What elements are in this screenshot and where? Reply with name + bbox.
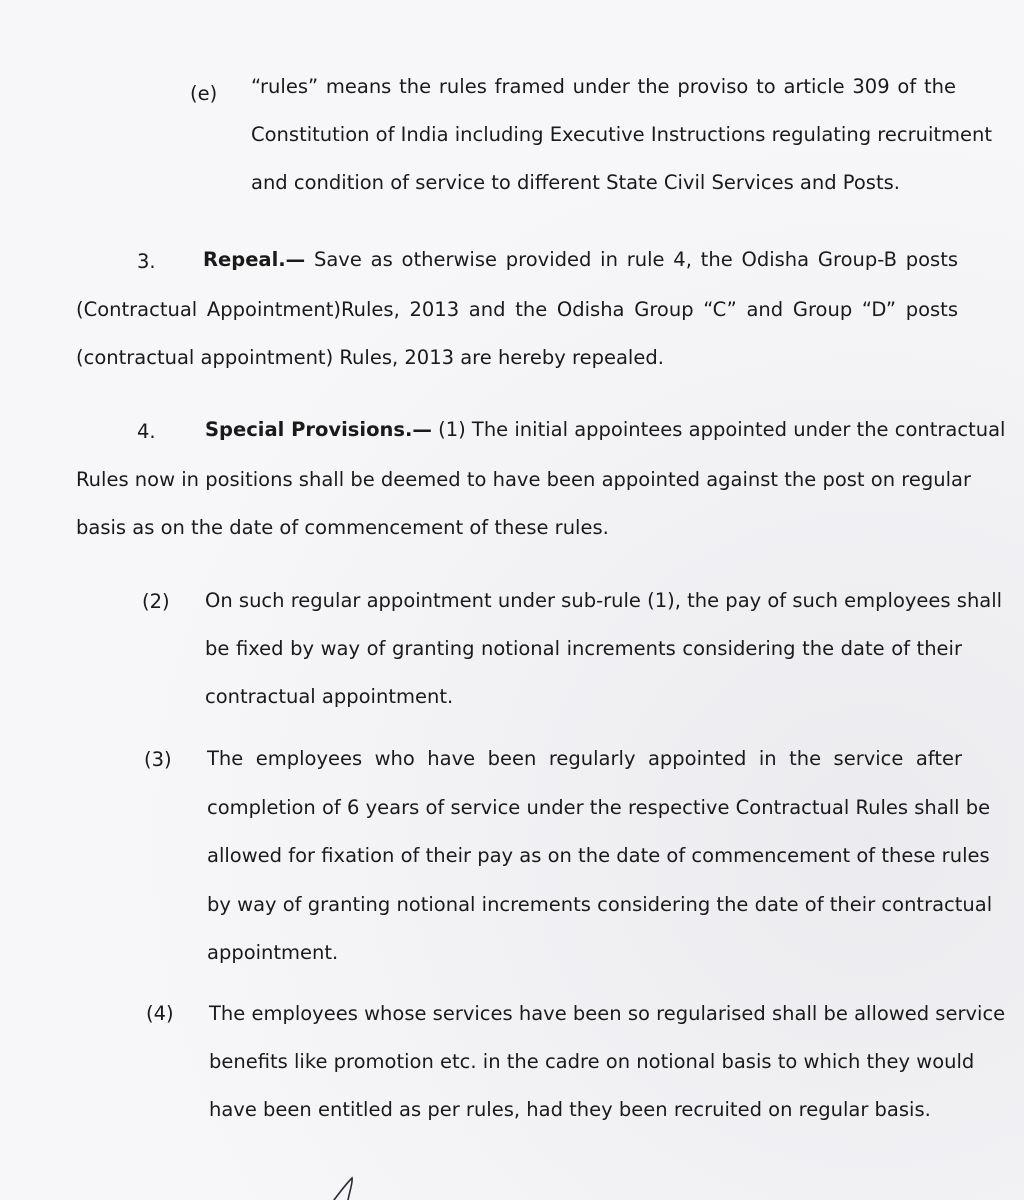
section-4-text <box>76 456 971 552</box>
subrule-3-line-4: by way of granting notional increments considering the date of their contractual <box>207 892 993 916</box>
clause-e-text <box>251 63 993 207</box>
section-3-line-3: (contractual appointment) Rules, 2013 are hereby repealed. <box>76 346 664 369</box>
subrule-4-line-3: have been entitled as per rules, had they been recruited on regular basis. <box>209 1098 931 1121</box>
section-3-text <box>76 286 958 382</box>
section-4-line-2: Rules now in positions shall be deemed to have been appointed against the post on regular <box>76 468 971 491</box>
subrule-3-line-5: appointment. <box>207 941 339 964</box>
subrule-4-text <box>209 990 1006 1134</box>
section-3-line-1-rest: Save as otherwise provided in rule 4, the Odisha Group-B posts <box>313 248 959 271</box>
subrule-2-line-3: contractual appointment. <box>205 685 454 708</box>
section-4-heading: Special Provisions.— <box>205 418 432 441</box>
subrule-4-line-2: benefits like promotion etc. in the cadre on notional basis to which they would <box>209 1050 975 1073</box>
section-3-heading: Repeal.— <box>203 248 306 271</box>
section-4-line-3: basis as on the date of commencement of these rules. <box>76 516 609 539</box>
subrule-2-marker: (2) <box>142 590 170 613</box>
clause-e-marker: (e) <box>190 82 218 105</box>
subrule-2-text <box>205 577 1003 721</box>
clause-e-line-3: and condition of service to different State Civil Services and Posts. <box>251 171 900 194</box>
section-3-line-2: (Contractual Appointment)Rules, 2013 and the Odisha Group “C” and Group “D” posts <box>76 298 958 321</box>
clause-e-line-2: Constitution of India including Executive Instructions regulating recruitment <box>251 123 993 146</box>
subrule-3-marker: (3) <box>144 748 172 771</box>
subrule-2-line-2: be fixed by way of granting notional increments considering the date of their <box>205 637 962 660</box>
subrule-3-text <box>207 735 993 978</box>
section-3-number: 3. <box>137 250 156 273</box>
subrule-3-line-2: completion of 6 years of service under the respective Contractual Rules shall be <box>207 795 991 819</box>
clause-e-line-1: “rules” means the rules framed under the proviso to article 309 of the <box>251 75 956 98</box>
section-4-first-line <box>205 406 1006 454</box>
subrule-4-line-1: The employees whose services have been so regularised shall be allowed service <box>209 1002 1006 1025</box>
section-3-first-line <box>203 236 958 284</box>
subrule-2-line-1: On such regular appointment under sub-rule (1), the pay of such employees shall <box>205 589 1003 612</box>
section-4-number: 4. <box>137 420 156 443</box>
subrule-3-line-1: The employees who have been regularly appointed in the service after <box>207 747 962 770</box>
section-4-line-1-rest: (1) The initial appointees appointed under the contractual <box>438 418 1006 441</box>
signature-stroke-icon <box>330 1176 360 1200</box>
subrule-4-marker: (4) <box>146 1002 174 1025</box>
subrule-3-line-3: allowed for fixation of their pay as on the date of commencement of these rules <box>207 844 990 867</box>
